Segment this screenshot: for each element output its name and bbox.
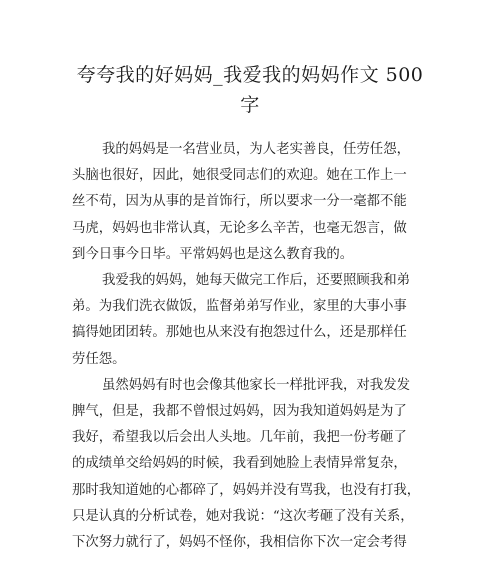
text-line: 下次努力就行了，妈妈不怪你，我相信你下次一定会考得: [72, 535, 407, 551]
text-line: 只是认真的分析试卷，她对我说：“这次考砸了没有关系，: [72, 508, 414, 524]
text-line: 丝不苟，因为从事的是首饰行，所以要求一分一毫都不能: [72, 194, 407, 210]
text-line: 的成绩单交给妈妈的时候，我看到她脸上表情异常复杂，: [72, 456, 407, 472]
document-body: [72, 137, 432, 556]
document-title: 夸夸我的好妈妈_我爱我的妈妈作文 500 字: [76, 64, 424, 116]
text-line: 虽然妈妈有时也会像其他家长一样批评我，对我发发: [102, 377, 410, 393]
text-line: 脾气，但是，我都不曾恨过妈妈，因为我知道妈妈是为了: [72, 404, 407, 420]
text-line: 搞得她团团转。那她也从来没有抱怨过什么，还是那样任: [72, 325, 407, 341]
paragraph-2: [72, 268, 432, 373]
text-line: 马虎，妈妈也非常认真，无论多么辛苦，也毫无怨言，做: [72, 220, 407, 236]
paragraph-1: [72, 137, 432, 268]
text-line: 我好，希望我以后会出人头地。几年前，我把一份考砸了: [72, 430, 407, 446]
text-line: 头脑也很好，因此，她很受同志们的欢迎。她在工作上一: [72, 168, 407, 184]
text-line: 弟。为我们洗衣做饭，监督弟弟写作业，家里的大事小事: [72, 299, 407, 315]
text-line: 劳任怨。: [72, 351, 126, 367]
text-line: 到今日事今日毕。平常妈妈也是这么教育我的。: [72, 246, 354, 262]
paragraph-3: [72, 373, 432, 556]
text-line: 我爱我的妈妈，她每天做完工作后，还要照顾我和弟: [102, 273, 410, 289]
text-line: 那时我知道她的心都碎了，妈妈并没有骂我，也没有打我，: [72, 482, 421, 498]
text-line: 我的妈妈是一名营业员，为人老实善良，任劳任怨，: [102, 142, 410, 157]
